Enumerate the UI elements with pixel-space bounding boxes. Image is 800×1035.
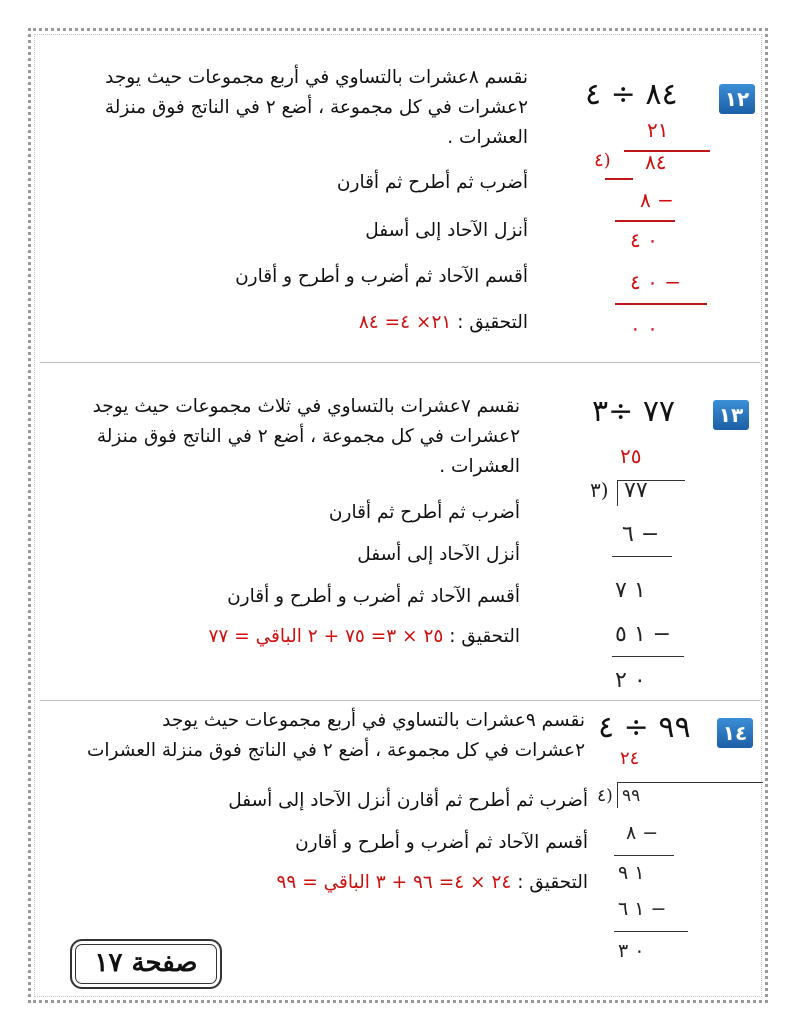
check-expression: ٢٤ × ٤= ٩٦ + ٣ الباقي = ٩٩ [276,872,512,893]
page-number-label: صفحة ١٧ [70,939,222,989]
problem-expression: ٩٩ ÷ ٤ [598,710,691,745]
check-label: التحقيق : [517,872,588,893]
bring-down-value: ٠ ٤ [630,228,658,252]
remainder: ٠ ٢ [615,668,646,693]
section-divider [40,700,760,701]
step-multiply-subtract: أضرب ثم أطرح ثم أقارن [336,172,528,193]
explanation-line: ٢عشرات في كل مجموعة ، أضع ٢ في الناتج فوق منزلة [96,426,520,447]
quotient: ٢٥ [620,444,642,468]
explanation-line: نقسم ٩عشرات بالتساوي في أربع مجموعات حيث يوجد [162,710,585,731]
explanation-line: العشرات . [439,456,520,477]
bring-down-value: ١ ٧ [615,578,646,603]
subtract-rule [615,303,707,305]
quotient: ٢١ [647,118,669,142]
quotient-bar [617,782,763,783]
subtract-step: ٨ − [640,188,674,212]
step-divide-ones: أقسم الآحاد ثم أضرب و أطرح و أقارن [295,832,588,853]
explanation-line: ٢عشرات في كل مجموعة ، أضع ٢ في الناتج فوق منزلة العشرات [86,740,585,761]
bring-down-value: ١ ٩ [618,862,645,884]
check-line [208,626,520,647]
step-multiply-bring-down: أضرب ثم أطرح ثم أقارن أنزل الآحاد إلى أسفل [228,790,588,811]
problem-expression: ٨٤ ÷ ٤ [585,77,678,112]
explanation-line: العشرات . [447,127,528,148]
subtract-step: ١ ٦ − [618,898,667,920]
subtract-step: ١ ٥ − [615,622,672,647]
dividend: ٧٧ [624,478,648,503]
check-expression: ٢٥ × ٣= ٧٥ + ٢ الباقي = ٧٧ [208,626,444,647]
check-expression: ٢١× ٤= ٨٤ [358,312,452,333]
check-line [359,312,528,333]
dividend: ٨٤ [645,150,667,174]
check-label: التحقيق : [449,626,520,647]
subtract-rule [612,656,684,657]
dividend-underline [605,178,633,180]
subtract-step: ٠ ٤ − [630,270,681,294]
step-bring-down: أنزل الآحاد إلى أسفل [365,220,528,241]
explanation-line: نقسم ٧عشرات بالتساوي في ثلاث مجموعات حيث يوجد [92,396,520,417]
quotient-bar [624,150,710,152]
subtract-rule [614,855,674,856]
divisor: ٤) [594,150,611,171]
check-label: التحقيق : [457,312,528,333]
explanation-line: ٢عشرات في كل مجموعة ، أضع ٢ في الناتج فوق منزلة [104,97,528,118]
quotient: ٢٤ [620,748,640,769]
problem-number-badge: ١٤ [717,718,753,748]
problem-expression: ٧٧ ÷٣ [592,394,676,429]
subtract-rule [614,931,688,932]
step-divide-ones: أقسم الآحاد ثم أضرب و أطرح و أقارن [235,266,528,287]
divisor: ٤) [597,786,613,806]
explanation-line: نقسم ٨عشرات بالتساوي في أربع مجموعات حيث يوجد [105,67,528,88]
subtract-step: ٦ − [622,522,660,547]
problem-number-badge: ١٣ [713,400,749,430]
remainder: ٠ ٠ [630,316,658,340]
division-bracket [617,480,618,506]
step-multiply-subtract: أضرب ثم أطرح ثم أقارن [328,502,520,523]
subtract-rule [615,220,675,222]
division-bracket [617,782,618,808]
dividend: ٩٩ [622,786,641,806]
problem-number-badge: ١٢ [719,84,755,114]
step-divide-ones: أقسم الآحاد ثم أضرب و أطرح و أقارن [227,586,520,607]
check-line [276,872,588,893]
divisor: ٣) [590,478,609,502]
step-bring-down: أنزل الآحاد إلى أسفل [357,544,520,565]
remainder: ٠ ٣ [618,940,645,962]
section-divider [40,362,760,363]
subtract-rule [612,556,672,557]
subtract-step: ٨ − [626,822,659,844]
